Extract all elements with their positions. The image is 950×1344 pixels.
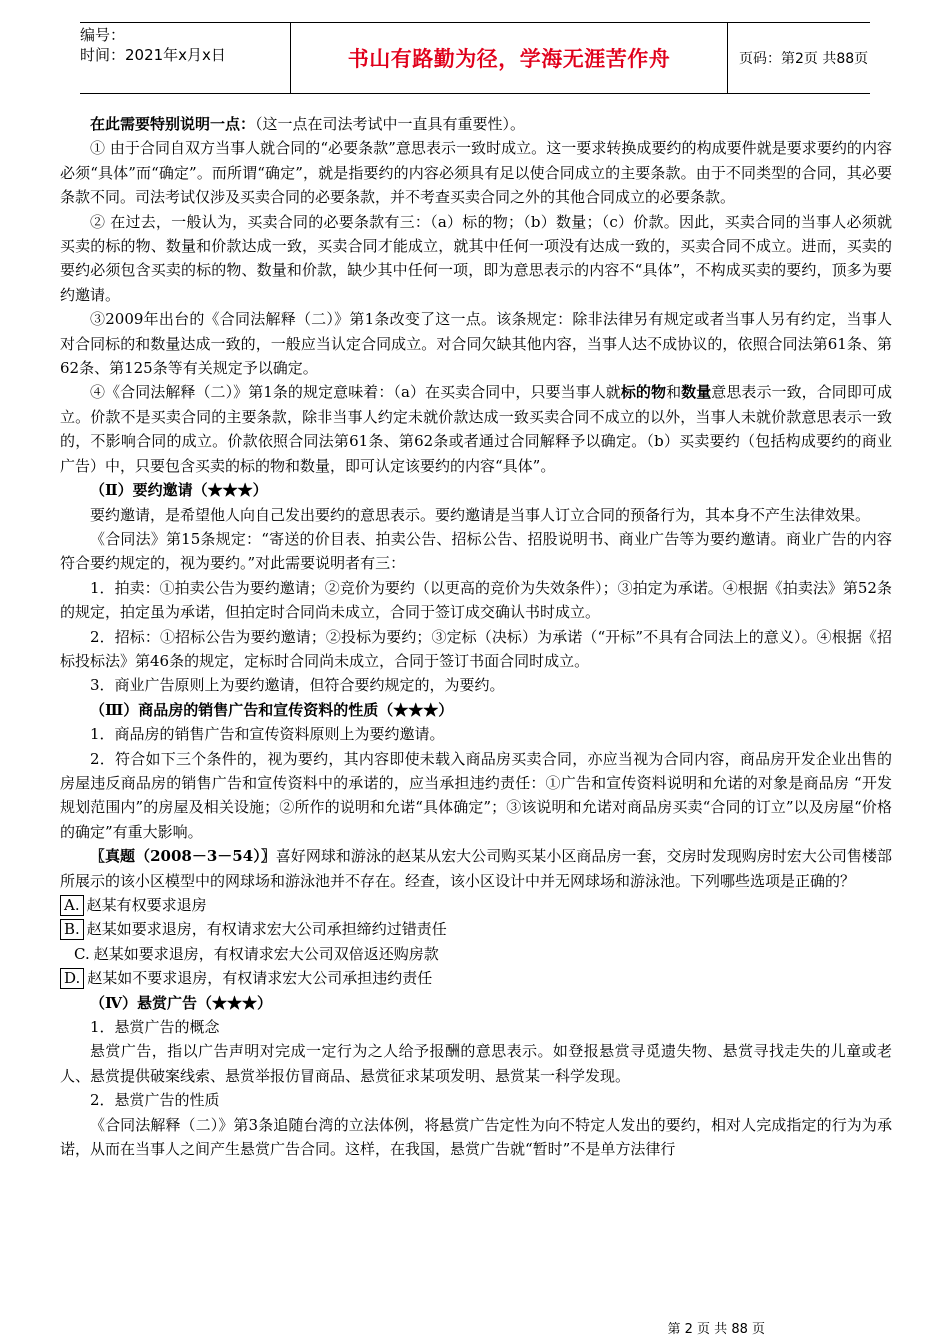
option-letter-boxed: B. xyxy=(60,919,84,940)
header-page-info: 页码：第2页 共88页 xyxy=(739,51,869,67)
paragraph-3: ③2009年出台的《合同法解释（二）》第1条改变了这一点。该条规定：除非法律另有规定或者当事人另有约定，当事人对合同标的和数量达成一致的，一般应当认定合同成立。对合同欠缺其他内容，当事人达不成协议的，依照合同法第61条、第62条、第125条等有关规定予以确定。 xyxy=(60,310,892,378)
para4-text-3: 意思表示一致，合同即可成立。价款不是买卖合同的主要条款，除非当事人约定未就价款达成一致买卖合同不成立的以外，当事人未就价款意思表示一致的，不影响合同的成立。价款依照合同法第61条、第62条或者通过合同解释予以确定。（b）买卖要约（包括构成要约的商业广告）中，只要包含买卖的标的物和数量，即可认定该要约的内容“具体”。 xyxy=(60,383,892,475)
section-3-paragraph: 1．商品房的销售广告和宣传资料原则上为要约邀请。 xyxy=(90,725,445,744)
option-text: 赵某如不要求退房，有权请求宏大公司承担违约责任 xyxy=(87,969,433,988)
option-letter-boxed: A. xyxy=(60,895,84,916)
section-2-paragraph: 1．拍卖：①拍卖公告为要约邀请；②竞价为要约（以更高的竞价为失效条件）；③拍定为承诺。④根据《拍卖法》第52条的规定，拍定虽为承诺，但拍定时合同尚未成立，合同于签订成交确认书时成立。 xyxy=(60,578,892,622)
exam-option-a xyxy=(60,893,892,917)
intro-rest: （这一点在司法考试中一直具有重要性）。 xyxy=(255,115,526,133)
option-text: 赵某如要求退房，有权请求宏大公司双倍返还购房款 xyxy=(93,944,439,963)
section-4-paragraph: 《合同法解释（二）》第3条追随台湾的立法体例，将悬赏广告定性为向不特定人发出的要约，相对人完成指定的行为为承诺，从而在当事人之间产生悬赏广告合同。这样，在我国，悬赏广告就“暂时”不是单方法律行 xyxy=(60,1115,892,1159)
intro-paragraph xyxy=(60,112,892,136)
exam-question xyxy=(60,844,892,893)
header-motto-cell xyxy=(290,23,728,93)
exam-label: 〖真题（2008－3－54）〗 xyxy=(90,847,276,866)
para4-bold-2: 数量 xyxy=(681,383,712,402)
exam-option-d xyxy=(60,966,892,990)
section-4-paragraph: 悬赏广告，指以广告声明对完成一定行为之人给予报酬的意思表示。如登报悬赏寻觅遗失物、悬赏寻找走失的儿童或老人、悬赏提供破案线索、悬赏举报仿冒商品、悬赏征求某项发明、悬赏某一科学发现。 xyxy=(60,1042,892,1085)
section-2-paragraph: 《合同法》第15条规定：“寄送的价目表、拍卖公告、招标公告、招股说明书、商业广告等为要约邀请。商业广告的内容符合要约规定的，视为要约。”对此需要说明者有三： xyxy=(60,529,892,573)
section-4-paragraph: 2．悬赏广告的性质 xyxy=(90,1091,220,1110)
option-letter: C. xyxy=(74,944,90,963)
para4-text-1: ④《合同法解释（二）》第1条的规定意味着：（a）在买卖合同中，只要当事人就 xyxy=(90,383,621,402)
intro-bold: 在此需要特别说明一点： xyxy=(90,115,256,133)
section-2-paragraph: 要约邀请，是希望他人向自己发出要约的意思表示。要约邀请是当事人订立合同的预备行为，其本身不产生法律效果。 xyxy=(90,505,871,524)
exam-option-b xyxy=(60,917,892,941)
header-meta xyxy=(80,23,290,95)
option-text: 赵某有权要求退房 xyxy=(86,896,207,914)
paragraph-2: ② 在过去，一般认为，买卖合同的必要条款有三：（a）标的物；（b）数量；（c）价款。因此，买卖合同的当事人必须就买卖的标的物、数量和价款达成一致，买卖合同才能成立，就其中任何一项没有达成一致的，买卖合同不成立。进而，买卖的要约必须包含买卖的标的物、数量和价款，缺少其中任何一项，即为意思表示的内容不“具体”，不构成买卖的要约，顶多为要约邀请。 xyxy=(60,212,892,304)
option-letter-boxed: D. xyxy=(60,968,84,989)
section-2-heading: （Ⅱ）要约邀请（★★★） xyxy=(90,481,268,500)
section-4-heading: （Ⅳ）悬赏广告（★★★） xyxy=(90,993,273,1012)
paragraph-1: ① 由于合同自双方当事人就合同的“必要条款”意思表示一致时成立。这一要求转换成要约的构成要件就是要求要约的内容必须“具体”而“确定”。而所谓“确定”，就是指要约的内容必须具有足以使合同成立的主要条款。由于不同类型的合同，其必要条款不同。司法考试仅涉及买卖合同的必要条款，并不考查买卖合同之外的其他合同成立的必要条款。 xyxy=(60,139,892,207)
page-footer: 第 2 页 共 88 页 xyxy=(667,1322,765,1337)
para4-text-2: 和 xyxy=(666,383,682,402)
section-4-paragraph: 1．悬赏广告的概念 xyxy=(90,1018,220,1037)
document-body xyxy=(60,112,892,1161)
para4-bold-1: 标的物 xyxy=(620,383,667,402)
paragraph-4 xyxy=(60,380,892,478)
section-2-paragraph: 2．招标：①招标公告为要约邀请；②投标为要约；③定标（决标）为承诺（“开标”不具有合同法上的意义）。④根据《招标投标法》第46条的规定，定标时合同尚未成立，合同于签订书面合同时成立。 xyxy=(60,627,892,670)
page-header xyxy=(80,22,870,94)
header-motto: 书山有路勤为径，学海无涯苦作舟 xyxy=(347,47,671,71)
option-text: 赵某如要求退房，有权请求宏大公司承担缔约过错责任 xyxy=(86,920,447,939)
header-time-label: 时间：2021年x月x日 xyxy=(80,46,226,64)
section-3-paragraph: 2．符合如下三个条件的，视为要约，其内容即使未载入商品房买卖合同，亦应当视为合同内容，商品房开发企业出售的房屋违反商品房的销售广告和宣传资料中的承诺的，应当承担违约责任：①广告和宣传资料说明和允诺的对象是商品房 “开发规划范围内”的房屋及相关设施；②所作的说明和允诺“具体确定”；③该说明和允诺对商品房买卖“合同的订立”以及房屋“价格的确定”有重大影响。 xyxy=(60,749,892,841)
exam-option-c xyxy=(60,942,892,966)
exam-text: 喜好网球和游泳的赵某从宏大公司购买某小区商品房一套，交房时发现购房时宏大公司售楼部所展示的该小区模型中的网球场和游泳池并不存在。经查，该小区设计中并无网球场和游泳池。下列哪些选项是正确的？ xyxy=(60,847,892,890)
header-number-label: 编号： xyxy=(80,26,126,44)
section-3-heading: （Ⅲ）商品房的销售广告和宣传资料的性质（★★★） xyxy=(90,700,454,719)
section-2-paragraph: 3．商业广告原则上为要约邀请，但符合要约规定的，为要约。 xyxy=(90,676,505,695)
